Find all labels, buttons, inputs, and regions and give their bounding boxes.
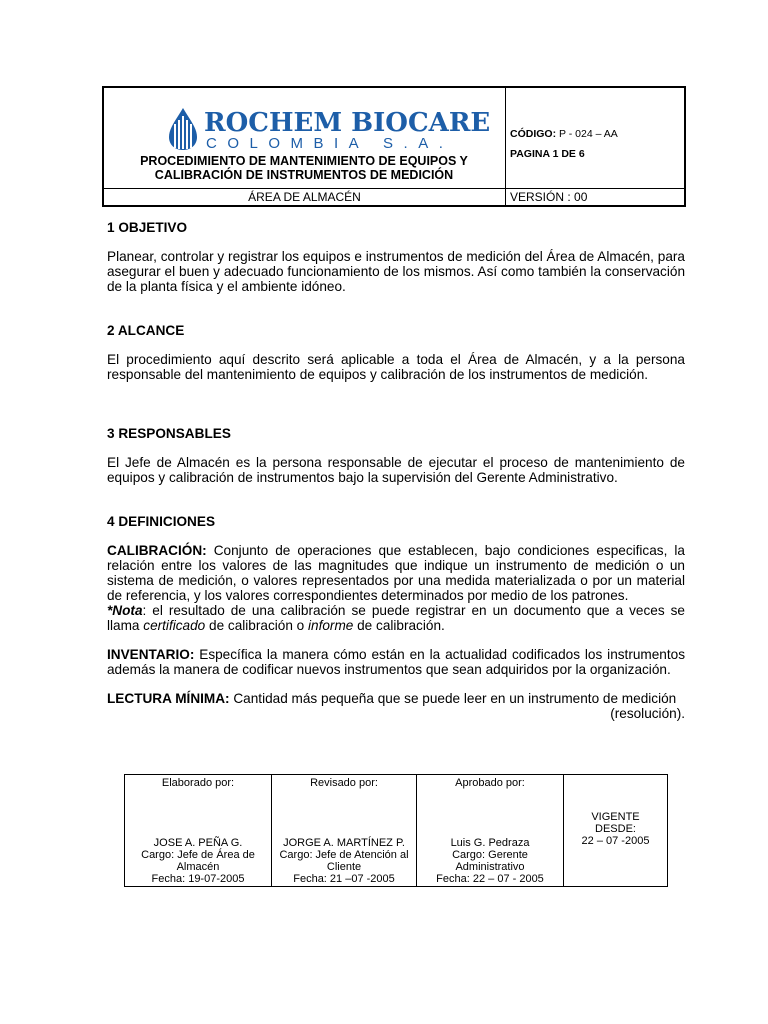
calibracion-text: Conjunto de operaciones que establecen, bajo condiciones especificas, la relación entre los valores de las magnitudes que indique un instrumento de medición o un sistema de medición, o valores representados por una medida materializada o por un material de referencia, y los valores correspondientes determinados por medio de los patrones.	[107, 543, 685, 603]
section-title-objetivo: 1 OBJETIVO	[107, 220, 188, 235]
drop-logo-icon	[166, 106, 200, 152]
objetivo-paragraph: Planear, controlar y registrar los equipos e instrumentos de medición del Área de Almacén, para asegurar el buen y adecuado funcionamiento de los mismos. Así como también la conservación de la planta física y el ambiente idóneo.	[107, 249, 685, 294]
elaborado-cell	[125, 775, 271, 886]
document-body	[107, 220, 685, 721]
header-code-cell	[506, 88, 684, 188]
codigo-label: CÓDIGO:	[510, 128, 557, 140]
inventario-text: Específica la manera cómo están en la actualidad codificados los instrumentos además la manera de codificar nuevos instrumentos que sean adquiridos por la organización.	[107, 647, 685, 677]
aprobado-cell	[416, 775, 563, 886]
nota-label: *Nota	[107, 603, 143, 618]
revisado-cell	[271, 775, 416, 886]
elaborado-name: JOSE A. PEÑA G.	[153, 837, 243, 849]
nota-text-1: : el resultado de una calibración se puede registrar en un documento que a veces se llama	[107, 603, 685, 633]
revisado-label: Revisado por:	[310, 777, 378, 789]
vigente-date: 22 – 07 -2005	[581, 835, 650, 847]
aprobado-label: Aprobado por:	[455, 777, 525, 789]
calibracion-term: CALIBRACIÓN:	[107, 543, 207, 558]
responsables-paragraph: El Jefe de Almacén es la persona responsable de ejecutar el proceso de mantenimiento de equipos y calibración de instrumentos bajo la supervisión del Gerente Administrativo.	[107, 455, 685, 485]
document-title	[104, 154, 504, 182]
aprobado-fecha: Fecha: 22 – 07 - 2005	[436, 873, 544, 885]
document-code	[510, 128, 618, 140]
lectura-text: Cantidad más pequeña que se puede leer en un instrumento de medición	[229, 691, 677, 706]
elaborado-label: Elaborado por:	[161, 777, 235, 789]
brand-name: ROCHEM BIOCARE	[204, 108, 491, 138]
version-cell: VERSIÓN : 00	[506, 188, 684, 205]
vigente-cell	[563, 775, 667, 886]
aprobado-cargo: Cargo: Gerente Administrativo	[452, 849, 528, 873]
revisado-fecha: Fecha: 21 –07 -2005	[293, 873, 395, 885]
alcance-paragraph: El procedimiento aquí descrito será aplicable a toda el Área de Almacén, y a la persona responsable del mantenimiento de equipos y calibración de los instrumentos de medición.	[107, 352, 685, 382]
section-title-alcance: 2 ALCANCE	[107, 323, 185, 338]
lectura-term: LECTURA MÍNIMA:	[107, 691, 230, 706]
nota-paragraph	[107, 603, 685, 633]
nota-text-3: de calibración.	[353, 618, 445, 633]
aprobado-name: Luis G. Pedraza	[450, 837, 530, 849]
document-title-line-2: CALIBRACIÓN DE INSTRUMENTOS DE MEDICIÓN	[154, 168, 454, 182]
document-title-line-1: PROCEDIMIENTO DE MANTENIMIENTO DE EQUIPOS Y	[140, 154, 468, 168]
nota-text-2: de calibración o	[205, 618, 309, 633]
page-number: PAGINA 1 DE 6	[510, 148, 585, 160]
section-title-responsables: 3 RESPONSABLES	[107, 426, 231, 441]
lectura-end: (resolución).	[610, 706, 685, 721]
section-title-definiciones: 4 DEFINICIONES	[107, 514, 216, 529]
signature-table	[124, 774, 668, 887]
lectura-definition	[107, 691, 685, 706]
revisado-name: JORGE A. MARTÍNEZ P.	[283, 837, 405, 849]
revisado-cargo: Cargo: Jefe de Atención al Cliente	[279, 849, 409, 873]
elaborado-cargo: Cargo: Jefe de Área de Almacén	[141, 849, 255, 873]
area-cell: ÁREA DE ALMACÉN	[104, 188, 506, 205]
brand-subtitle: COLOMBIA S.A.	[206, 135, 454, 152]
vigente-label-line-2: DESDE:	[595, 823, 636, 835]
header-table	[102, 86, 686, 207]
codigo-value: P - 024 – AA	[556, 128, 618, 140]
nota-certificado: certificado	[143, 618, 206, 633]
elaborado-fecha: Fecha: 19-07-2005	[151, 873, 245, 885]
inventario-definition	[107, 647, 685, 677]
vigente-label-line-1: VIGENTE	[591, 811, 640, 823]
calibracion-definition	[107, 543, 685, 603]
header-title-cell	[104, 88, 506, 188]
inventario-term: INVENTARIO:	[107, 647, 195, 662]
company-logo	[166, 106, 491, 152]
nota-informe: informe	[308, 618, 354, 633]
